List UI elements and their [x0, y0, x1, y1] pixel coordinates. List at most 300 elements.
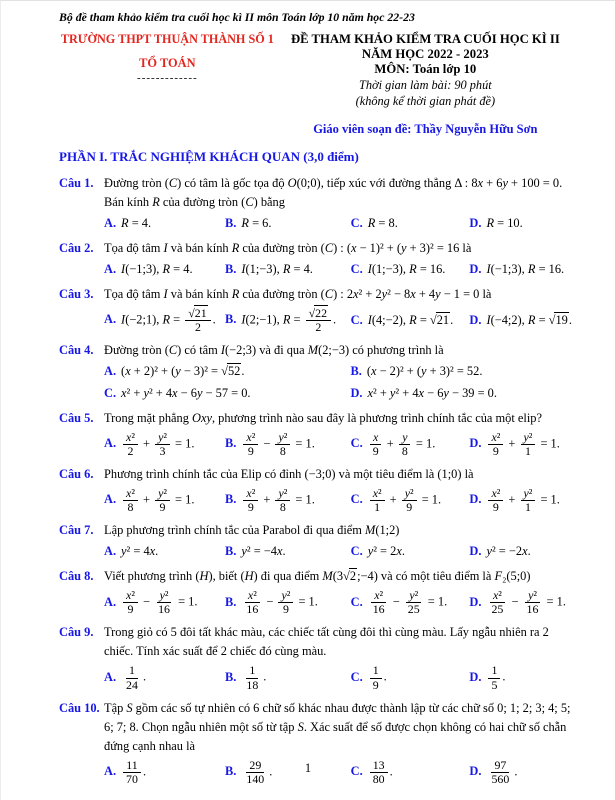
math-variable: y	[241, 544, 247, 559]
math-run: = 1	[424, 594, 445, 609]
math-variable: I	[121, 261, 126, 276]
math-run: 13	[372, 757, 385, 772]
math-run: 25	[407, 602, 420, 617]
text-run: Trong giỏ có 5 đôi tất khác màu, các chiếc tất cùng đôi thì cùng màu. Lấy ngẫu nhiên ra 2 chiếc. Tính xác suất để 2 chiếc đó cùng màu.	[104, 625, 549, 659]
math-run: 9	[492, 500, 499, 515]
question-9	[59, 623, 575, 692]
option-letter: C.	[350, 594, 363, 609]
fraction-denominator	[125, 501, 137, 514]
math-variable: x	[246, 429, 252, 444]
math-variable: x	[477, 175, 484, 190]
question-4	[59, 341, 575, 403]
radicand: 21	[436, 312, 450, 327]
math-run: = 1	[171, 492, 192, 507]
math-run: = 1	[292, 492, 312, 507]
fraction-denominator	[488, 603, 506, 616]
option-letter: D.	[469, 312, 482, 327]
math-variable: x	[492, 588, 499, 603]
fraction	[370, 431, 382, 458]
fraction-numerator	[488, 431, 503, 445]
fraction-denominator	[157, 445, 169, 458]
math-variable: R	[527, 261, 536, 276]
math-variable: y	[523, 486, 529, 501]
question-9-option-B	[225, 663, 347, 692]
math-run: −	[508, 594, 522, 609]
text-run: .	[383, 669, 387, 684]
header-left-block	[59, 32, 276, 84]
fraction-denominator	[403, 501, 415, 514]
option-letter: C.	[104, 385, 117, 400]
math-run: 8	[127, 500, 134, 515]
text-run: Lập phương trình chính tắc của Parabol đi qua điểm	[104, 523, 366, 538]
math-run: −	[389, 594, 403, 609]
radicand: 22	[315, 305, 328, 320]
math-run: y²	[523, 429, 533, 444]
math-variable: x	[126, 486, 132, 501]
math-run: O(0;0)	[287, 175, 321, 190]
math-run: 1	[129, 663, 135, 678]
math-variable: y	[381, 286, 388, 301]
math-run: (C)	[164, 342, 182, 357]
question-1-option-D	[469, 214, 575, 233]
math-run: −	[260, 436, 274, 451]
radical-sign: √	[429, 312, 437, 327]
fraction	[123, 664, 141, 691]
text-run: .	[556, 492, 560, 507]
fraction-denominator	[405, 603, 423, 616]
text-run: Tọa độ tâm	[104, 286, 164, 301]
question-4-option-B	[350, 362, 575, 381]
option-letter: D.	[469, 261, 482, 276]
question-8-body	[104, 567, 575, 617]
option-letter: B.	[225, 215, 237, 230]
math-variable: x	[373, 429, 379, 444]
text-run: Phương trình chính tắc của Elip có đỉnh	[104, 467, 305, 482]
text-run: .	[432, 436, 436, 451]
text-run: .	[263, 669, 267, 684]
question-5-options	[104, 430, 575, 459]
math-run: x² + y² + 4x − 6y − 39 = 0	[367, 385, 494, 400]
math-variable: y	[121, 544, 127, 559]
math-run: (C)	[241, 194, 258, 209]
math-run	[192, 411, 212, 425]
question-2-label: Câu 2.	[59, 240, 94, 255]
fraction-numerator	[245, 589, 260, 603]
math-run: = 1	[174, 594, 195, 609]
text-run: .	[191, 436, 195, 451]
math-run: 8	[279, 443, 286, 458]
time-limit: Thời gian làm bài: 90 phút	[359, 77, 492, 92]
fraction	[155, 589, 173, 616]
math-variable: I	[241, 312, 246, 327]
text-run: và bán kính	[167, 240, 232, 255]
question-6-option-D	[469, 486, 575, 515]
math-run: 9	[372, 443, 379, 458]
math-run: x²	[492, 588, 502, 603]
text-run: .	[450, 312, 454, 327]
fraction-numerator	[370, 431, 381, 445]
fraction	[155, 431, 170, 458]
math-variable: I	[163, 286, 168, 301]
question-4-option-C	[104, 384, 346, 403]
part-i-heading: PHẦN I. TRẮC NGHIỆM KHÁCH QUAN (3,0 điểm)	[59, 148, 359, 164]
subject-line: MÔN: Toán lớp 10	[374, 62, 477, 77]
text-run: là	[461, 467, 474, 482]
question-7-option-D	[469, 542, 575, 561]
question-3-option-D	[469, 311, 575, 330]
math-variable: H	[244, 569, 254, 584]
math-run: x²	[491, 486, 501, 501]
fraction-denominator	[192, 321, 204, 334]
radicand: 19	[555, 312, 568, 327]
text-run: .	[212, 312, 216, 327]
fraction	[155, 487, 170, 514]
text-run: .	[189, 261, 193, 276]
fraction-numerator	[126, 664, 138, 678]
fraction	[488, 431, 503, 458]
math-variable: R	[486, 215, 495, 230]
math-variable: x	[172, 385, 178, 400]
text-run: Trong mặt phẳng	[104, 410, 192, 425]
text-run: Tập	[104, 700, 127, 715]
math-variable: y	[143, 385, 149, 400]
math-run: +	[260, 492, 274, 507]
fraction-numerator	[185, 307, 210, 321]
text-run: của đường tròn	[159, 194, 242, 209]
fraction	[488, 589, 506, 616]
fraction-denominator	[243, 603, 261, 616]
math-variable: H	[199, 569, 209, 584]
text-run: .	[389, 764, 393, 779]
question-5-option-B	[225, 430, 347, 459]
fraction-numerator	[123, 487, 138, 501]
question-9-option-D	[469, 663, 575, 692]
page-number: 1	[304, 761, 312, 775]
math-variable: y	[401, 240, 407, 255]
math-run: (H)	[240, 569, 258, 584]
math-run: = 1	[418, 492, 439, 507]
math-run: (H)	[195, 569, 213, 584]
question-7-label: Câu 7.	[59, 523, 94, 538]
math-variable: x	[126, 588, 132, 603]
math-variable: x	[125, 363, 131, 378]
math-run: Δ : 8x + 6y + 100 = 0	[454, 175, 560, 190]
option-letter: D.	[469, 544, 482, 559]
option-letter: D.	[469, 669, 482, 684]
fraction-denominator	[488, 679, 500, 692]
math-run: I(1;−3), R = 16	[367, 261, 443, 276]
question-2-statement	[104, 239, 575, 258]
math-run: I(−1;3), R = 16	[486, 261, 562, 276]
math-variable: R	[231, 240, 240, 255]
math-variable: x	[149, 544, 156, 559]
math-run: 8	[279, 500, 286, 515]
math-run: M(1;2)	[365, 523, 400, 538]
text-run: , phương trình nào sau đây là phương trình chính tắc của một elip?	[211, 410, 542, 425]
question-8-option-C	[351, 588, 466, 617]
question-10-statement	[104, 699, 575, 756]
math-variable: F	[494, 569, 503, 584]
fraction	[243, 487, 258, 514]
square-root	[343, 569, 357, 583]
fraction-denominator	[524, 603, 542, 616]
school-name: TRƯỜNG THPT THUẬN THÀNH SỐ 1	[60, 32, 274, 46]
math-run: x² + y² + 4x − 6y − 57 = 0	[121, 385, 248, 400]
text-run: .	[191, 492, 195, 507]
fraction	[521, 431, 536, 458]
square-root	[309, 306, 328, 320]
question-2-option-B	[225, 260, 347, 279]
math-run: 8	[401, 443, 408, 458]
text-run: .	[568, 312, 572, 327]
question-3-body	[104, 285, 575, 335]
text-run: .	[142, 764, 147, 779]
text-run: .	[309, 261, 313, 276]
math-run: 16	[526, 602, 539, 617]
text-run: có tâm	[181, 342, 221, 357]
option-letter: C.	[350, 492, 363, 507]
math-run	[152, 195, 160, 209]
fraction-numerator	[275, 487, 290, 501]
math-variable: M	[365, 523, 376, 538]
text-run: .	[333, 312, 337, 327]
text-run: và có một tiêu điểm là	[377, 569, 495, 584]
radical-sign: √	[221, 363, 228, 378]
math-run: 1	[524, 443, 531, 458]
option-letter: C.	[350, 312, 363, 327]
math-run: y²	[278, 429, 288, 444]
math-variable: x	[277, 544, 283, 559]
math-variable: R	[282, 312, 291, 327]
math-run: x²	[126, 588, 135, 603]
fraction-denominator	[245, 501, 257, 514]
math-variable: y	[158, 429, 164, 444]
text-run: là	[479, 286, 492, 301]
option-letter: A.	[104, 544, 117, 559]
math-run	[402, 430, 407, 444]
fraction	[243, 664, 261, 691]
math-run: 2	[127, 443, 134, 458]
question-5-body	[104, 409, 575, 459]
question-2-options	[104, 260, 575, 279]
document-reference-note: Bộ đề tham khảo kiểm tra cuối học kì II môn Toán lớp 10 năm học 22-23	[59, 10, 415, 24]
fraction-denominator	[370, 603, 388, 616]
text-run: .	[241, 363, 245, 378]
math-run: 9	[247, 443, 254, 458]
math-run: I(1;−3), R = 4	[241, 261, 310, 276]
fraction-numerator	[155, 487, 170, 501]
question-6-body	[104, 465, 575, 515]
text-run: .	[442, 261, 446, 276]
math-variable: x	[491, 486, 497, 501]
math-variable: y	[443, 385, 449, 400]
math-run: 140	[246, 771, 265, 786]
math-variable: y	[281, 588, 287, 603]
separator-dashes: -------------	[137, 72, 198, 85]
math-variable: x	[200, 410, 207, 425]
question-8-statement	[104, 567, 575, 586]
question-6-option-A	[104, 486, 221, 515]
question-5-option-C	[351, 430, 466, 459]
question-2-option-A	[104, 260, 221, 279]
math-variable: y	[206, 410, 212, 425]
question-1-label: Câu 1.	[59, 175, 94, 190]
math-run: x²	[247, 588, 257, 603]
math-variable: O	[192, 410, 201, 425]
math-variable: y	[486, 544, 492, 559]
math-run: M(2;−3)	[307, 342, 350, 357]
math-run: I(−1;3), R = 4	[121, 261, 190, 276]
math-run: 18	[246, 677, 259, 692]
math-run: x²	[126, 429, 135, 444]
school-year: NĂM HỌC 2022 - 2023	[361, 47, 489, 62]
math-run: x²	[246, 486, 256, 501]
fraction	[278, 589, 293, 616]
math-run: y²	[281, 588, 291, 603]
math-variable: x	[353, 286, 359, 301]
math-run: 9	[406, 500, 413, 515]
math-run: 9	[247, 500, 254, 515]
math-run: 5	[491, 677, 498, 692]
math-variable: C	[168, 175, 178, 190]
question-10-label: Câu 10.	[59, 700, 100, 715]
option-letter: D.	[469, 492, 482, 507]
math-run: I(−2;1), R =	[121, 312, 184, 327]
math-run	[373, 430, 378, 444]
text-run: gồm các số tự nhiên có 6 chữ số khác nhau được thành lập từ các chữ số 0; 1; 2; 3; 4; 5; 6; 7; 8. Chọn ngẫu nhiên một số từ tập	[104, 700, 571, 734]
question-6-label: Câu 6.	[59, 467, 94, 482]
option-letter: D.	[469, 764, 482, 779]
text-run: của đường tròn	[239, 240, 321, 255]
fraction-denominator	[157, 501, 169, 514]
radicand: 52	[227, 363, 241, 378]
math-variable: x	[126, 429, 132, 444]
option-letter: C.	[350, 436, 363, 451]
question-8-option-B	[225, 588, 347, 617]
math-run: I(−4;2), R =	[486, 312, 549, 327]
math-run: −	[139, 594, 154, 609]
math-variable: x	[350, 240, 357, 255]
fraction-numerator	[402, 487, 417, 501]
square-root	[430, 313, 450, 327]
fraction-denominator	[399, 445, 411, 458]
math-run: y²	[278, 486, 288, 501]
question-7	[59, 521, 575, 561]
text-run: .	[493, 385, 497, 400]
math-run: 9	[159, 500, 166, 515]
fraction	[370, 664, 382, 691]
math-run: 25	[491, 602, 504, 617]
math-run: = 1	[295, 594, 315, 609]
math-run: 1	[249, 663, 256, 678]
fraction-numerator	[488, 664, 500, 678]
option-letter: B.	[225, 492, 237, 507]
option-letter: D.	[469, 436, 482, 451]
math-variable: x	[372, 486, 378, 501]
text-run: .	[148, 215, 152, 230]
header-right-block	[276, 32, 575, 110]
fraction	[123, 487, 138, 514]
math-variable: y	[278, 429, 284, 444]
question-1-options	[104, 214, 575, 233]
math-variable: R	[409, 261, 417, 276]
question-9-label: Câu 9.	[59, 625, 94, 640]
math-variable: y	[159, 588, 165, 603]
option-letter: B.	[225, 594, 237, 609]
fraction-numerator	[278, 589, 293, 603]
math-variable: y	[523, 429, 529, 444]
fraction-denominator	[490, 501, 502, 514]
square-root	[188, 306, 207, 320]
question-3-option-C	[351, 311, 466, 330]
math-variable: y	[367, 544, 374, 559]
math-run: x²	[126, 486, 135, 501]
question-5-label: Câu 5.	[59, 410, 94, 425]
math-run: (C) : 2x² + 2y² − 8x + 4y − 1 = 0	[320, 286, 480, 301]
question-6	[59, 465, 575, 515]
text-run: .	[514, 764, 518, 779]
math-run: 1	[372, 663, 379, 678]
fraction-numerator	[521, 431, 536, 445]
math-variable: C	[324, 240, 334, 255]
option-letter: A.	[104, 669, 117, 684]
math-run: 9	[282, 602, 289, 617]
text-run: .	[311, 436, 315, 451]
radical-sign: √	[188, 305, 195, 320]
math-variable: R	[527, 312, 536, 327]
math-run: x²	[374, 588, 384, 603]
fraction-numerator	[399, 431, 410, 445]
text-run: .	[527, 544, 531, 559]
fraction-denominator	[370, 679, 382, 692]
text-run: .	[269, 764, 273, 779]
option-letter: B.	[350, 363, 362, 378]
radicand: 2	[349, 569, 357, 584]
question-4-option-D	[350, 384, 575, 403]
math-variable: R	[409, 312, 417, 327]
math-run: y²	[404, 486, 414, 501]
math-run: 29	[249, 757, 262, 772]
fraction	[524, 589, 542, 616]
fraction-denominator	[280, 603, 292, 616]
math-run: M(3	[322, 569, 344, 584]
option-letter: C.	[350, 261, 363, 276]
question-6-statement	[104, 465, 575, 484]
fraction	[275, 431, 290, 458]
question-6-option-B	[225, 486, 347, 515]
math-variable: C	[324, 286, 334, 301]
fraction-numerator	[370, 664, 382, 678]
fraction-numerator	[370, 487, 385, 501]
text-run: của đường tròn	[239, 286, 321, 301]
fraction-numerator	[306, 307, 331, 321]
math-run: 80	[372, 771, 385, 786]
question-9-options	[104, 663, 575, 692]
fraction-numerator	[123, 589, 138, 603]
question-9-body	[104, 623, 575, 692]
option-letter: B.	[225, 436, 237, 451]
fraction-denominator	[522, 445, 534, 458]
document-header	[59, 32, 575, 110]
math-variable: x	[522, 544, 528, 559]
math-run: 16	[246, 602, 259, 617]
math-variable: I	[486, 261, 491, 276]
fraction	[370, 487, 385, 514]
math-run: I(−2;3)	[220, 342, 257, 357]
math-run: = 1	[537, 492, 557, 507]
question-2	[59, 239, 575, 279]
math-run: R = 4	[121, 215, 149, 230]
